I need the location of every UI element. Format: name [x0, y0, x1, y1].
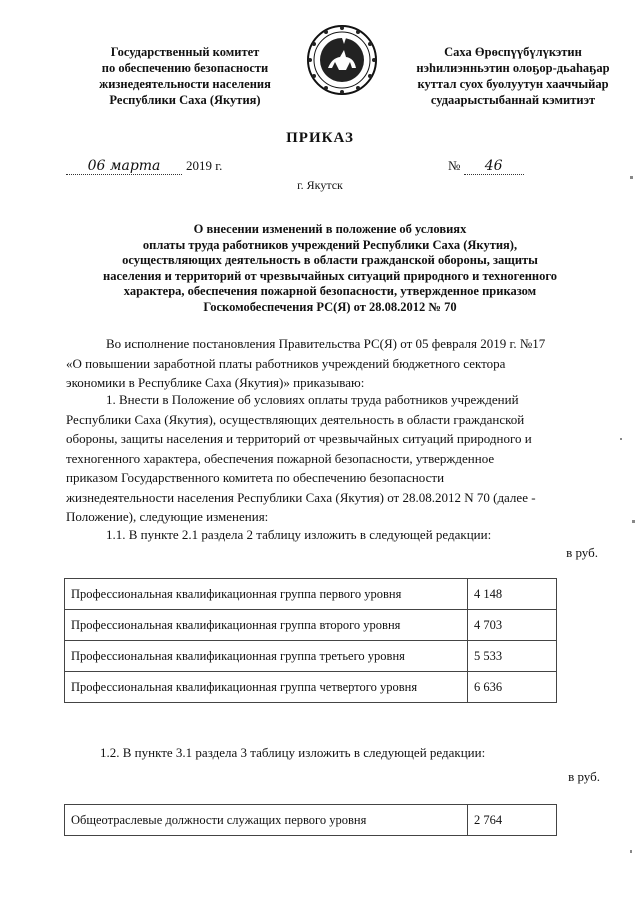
- subject-line: Госкомобеспечения РС(Я) от 28.08.2012 № 70: [203, 299, 457, 314]
- scan-speck: [632, 520, 635, 523]
- currency-unit-label: в руб.: [568, 769, 600, 784]
- paragraph-line: обороны, защиты населения и территорий от чрезвычайных ситуаций природного и: [66, 431, 532, 446]
- subject-line: оплаты труда работников учреждений Республики Саха (Якутия),: [142, 237, 518, 252]
- header-left-line: жизнедеятельности населения: [99, 77, 271, 91]
- subject-line: характера, обеспечения пожарной безопасности, утвержденное приказом: [123, 284, 537, 298]
- header-left-line: по обеспечению безопасности: [101, 61, 269, 75]
- header-right-line: судаарыстыбаннай кэмитиэт: [430, 93, 596, 107]
- paragraph-item-1: [66, 390, 594, 527]
- scan-speck: [630, 176, 633, 179]
- paragraph-line: «О повышении заработной платы работников учреждений бюджетного сектора: [66, 355, 506, 371]
- table-row: [65, 641, 557, 672]
- table-row: [65, 805, 557, 836]
- paragraph-line: жизнедеятельности населения Республики Саха (Якутия) от 28.08.2012 N 70 (далее -: [66, 489, 536, 505]
- header-right-org-name: [404, 44, 622, 108]
- header-right-line: Саха Өрөспүүбүлүкэтин: [444, 45, 582, 59]
- table-cell-value: 2 764: [468, 805, 557, 836]
- document-title: ПРИКАЗ: [286, 130, 354, 146]
- paragraph-line: 1. Внести в Положение об условиях оплаты труда работников учреждений: [106, 392, 519, 407]
- salary-table-1: [64, 578, 557, 703]
- subject-line: О внесении изменений в положение об условиях: [193, 222, 467, 236]
- order-subject: [60, 222, 600, 315]
- paragraph-line: приказом Государственного комитета по обеспечению безопасности: [66, 470, 445, 485]
- scan-speck: [620, 438, 622, 440]
- handwritten-date: 06 марта: [66, 158, 182, 175]
- paragraph-line: Республики Саха (Якутия), осуществляющих деятельность в области гражданской: [66, 411, 525, 427]
- order-date: [66, 158, 222, 175]
- table-cell-name: Профессиональная квалификационная группа первого уровня: [65, 579, 468, 610]
- table-row: [65, 610, 557, 641]
- handwritten-number: 46: [464, 158, 524, 175]
- header-left-org-name: [70, 44, 300, 108]
- header-left-line: Государственный комитет: [110, 45, 260, 59]
- subject-line: населения и территорий от чрезвычайных ситуаций природного и техногенного: [103, 268, 557, 283]
- scan-speck: [630, 850, 632, 853]
- table-cell-value: 4 703: [468, 610, 557, 641]
- table-cell-name: Профессиональная квалификационная группа третьего уровня: [65, 641, 468, 672]
- sakha-emblem-seal-icon: [306, 24, 378, 96]
- item-1-2: 1.2. В пункте 3.1 раздела 3 таблицу изложить в следующей редакции:: [100, 745, 486, 760]
- date-year: 2019 г.: [186, 158, 223, 173]
- table-cell-name: Профессиональная квалификационная группа четвертого уровня: [65, 672, 468, 703]
- table-cell-value: 4 148: [468, 579, 557, 610]
- table-cell-name: Общеотраслевые должности служащих первого уровня: [65, 805, 468, 836]
- paragraph-line: Во исполнение постановления Правительства РС(Я) от 05 февраля 2019 г. №17: [106, 336, 546, 351]
- paragraph-line: экономики в Республике Саха (Якутия)» приказываю:: [66, 375, 365, 390]
- paragraph-line: 1.1. В пункте 2.1 раздела 2 таблицу изложить в следующей редакции:: [106, 527, 492, 542]
- table-row: [65, 579, 557, 610]
- table-row: [65, 672, 557, 703]
- table-cell-value: 6 636: [468, 672, 557, 703]
- header-left-line: Республики Саха (Якутия): [109, 93, 261, 107]
- paragraph-intro: [66, 334, 594, 393]
- table-cell-value: 5 533: [468, 641, 557, 672]
- city-name: г. Якутск: [297, 178, 343, 192]
- table-cell-name: Профессиональная квалификационная группа второго уровня: [65, 610, 468, 641]
- paragraph-line: техногенного характера, обеспечения пожарной безопасности, утвержденное: [66, 450, 495, 466]
- subject-line: осуществляющих деятельность в области гражданской обороны, защиты: [122, 253, 538, 267]
- item-1-1: [66, 525, 594, 545]
- header-right-line: куттал суох буолуутун хааччыйар: [417, 77, 609, 91]
- currency-unit-label: в руб.: [566, 545, 598, 560]
- header-right-line: нэһилиэнньэтин олоҕор-дьаһаҕар: [416, 61, 610, 75]
- order-number: [448, 158, 524, 175]
- salary-table-2: [64, 804, 557, 836]
- number-prefix: №: [448, 158, 461, 173]
- paragraph-line: Положение), следующие изменения:: [66, 509, 269, 524]
